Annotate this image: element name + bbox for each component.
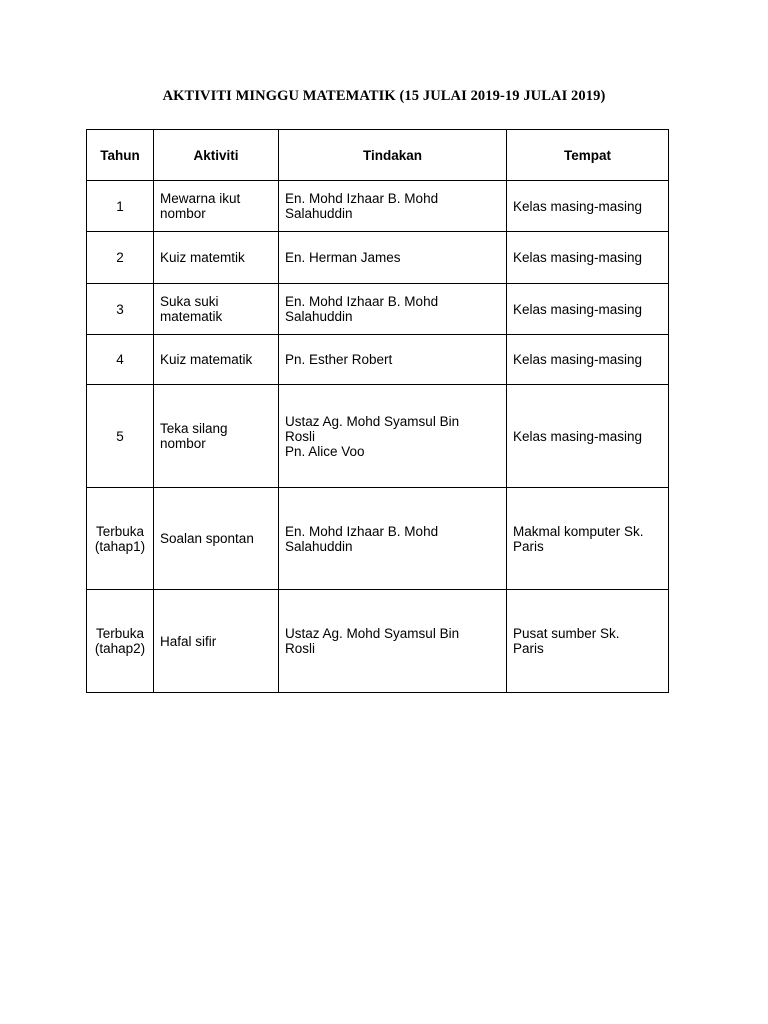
cell-tahun: 1 (87, 181, 154, 232)
table-row (87, 488, 669, 590)
cell-tahun: 2 (87, 232, 154, 284)
cell-aktiviti: Soalan spontan (154, 488, 279, 590)
cell-tempat: Kelas masing-masing (507, 284, 669, 335)
cell-tempat: Kelas masing-masing (507, 232, 669, 284)
cell-aktiviti: Suka suki matematik (154, 284, 279, 335)
header-tempat: Tempat (507, 130, 669, 181)
cell-tempat: Kelas masing-masing (507, 181, 669, 232)
cell-tindakan: En. Mohd Izhaar B. Mohd Salahuddin (279, 181, 507, 232)
cell-tahun: 3 (87, 284, 154, 335)
cell-tindakan: En. Mohd Izhaar B. Mohd Salahuddin (279, 284, 507, 335)
header-tahun: Tahun (87, 130, 154, 181)
header-aktiviti: Aktiviti (154, 130, 279, 181)
cell-tempat: Pusat sumber Sk. Paris (507, 590, 669, 693)
cell-tempat: Kelas masing-masing (507, 335, 669, 385)
table-row (87, 284, 669, 335)
cell-tahun: Terbuka (tahap2) (87, 590, 154, 693)
cell-tindakan: Ustaz Ag. Mohd Syamsul Bin Rosli Pn. Alice Voo (279, 385, 507, 488)
table-row (87, 385, 669, 488)
cell-tindakan: En. Mohd Izhaar B. Mohd Salahuddin (279, 488, 507, 590)
cell-tindakan: Pn. Esther Robert (279, 335, 507, 385)
cell-aktiviti: Kuiz matematik (154, 335, 279, 385)
table-row (87, 181, 669, 232)
cell-tempat: Makmal komputer Sk. Paris (507, 488, 669, 590)
table-row (87, 335, 669, 385)
cell-aktiviti: Kuiz matemtik (154, 232, 279, 284)
table-row (87, 590, 669, 693)
activity-table (86, 129, 669, 693)
cell-tindakan: En. Herman James (279, 232, 507, 284)
cell-tahun: Terbuka (tahap1) (87, 488, 154, 590)
table-header-row (87, 130, 669, 181)
header-tindakan: Tindakan (279, 130, 507, 181)
cell-tindakan: Ustaz Ag. Mohd Syamsul Bin Rosli (279, 590, 507, 693)
cell-tahun: 5 (87, 385, 154, 488)
cell-aktiviti: Mewarna ikut nombor (154, 181, 279, 232)
cell-tempat: Kelas masing-masing (507, 385, 669, 488)
table-row (87, 232, 669, 284)
page-title: AKTIVITI MINGGU MATEMATIK (15 JULAI 2019-19 JULAI 2019) (162, 88, 606, 104)
cell-tahun: 4 (87, 335, 154, 385)
cell-aktiviti: Teka silang nombor (154, 385, 279, 488)
cell-aktiviti: Hafal sifir (154, 590, 279, 693)
